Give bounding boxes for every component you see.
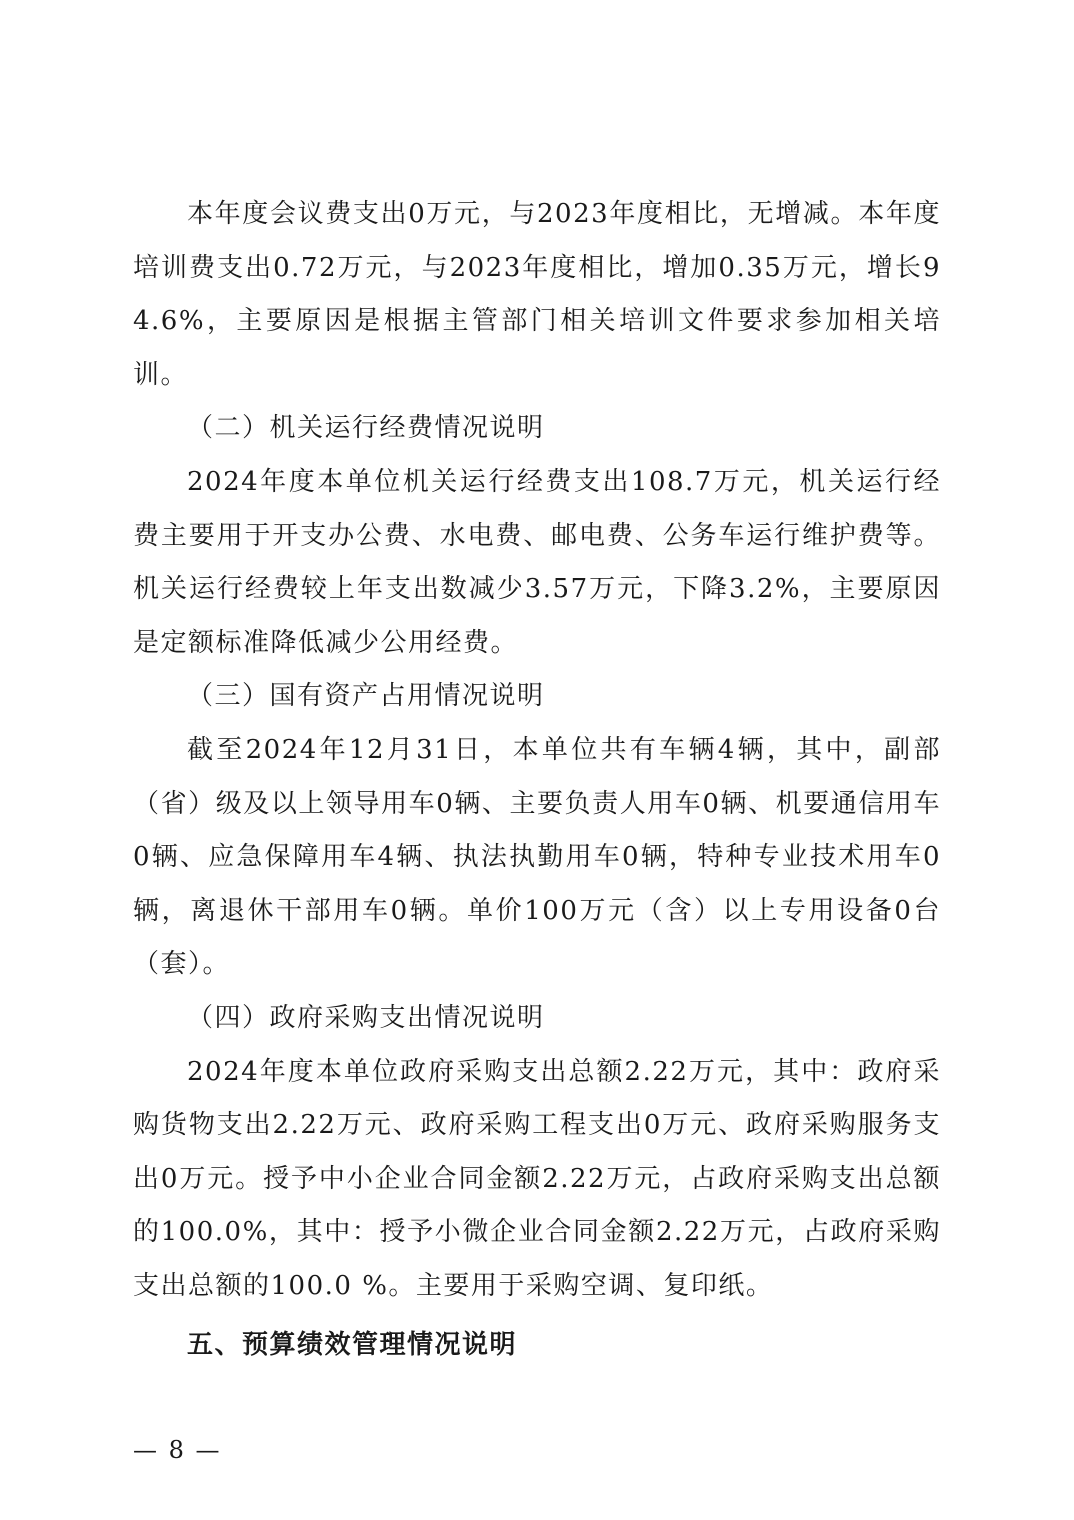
heading-operating-expenses: （二）机关运行经费情况说明	[187, 413, 545, 444]
page-number: — 8 —	[133, 1436, 222, 1464]
paragraph-meeting-training-fees: 本年度会议费支出0万元，与2023年度相比，无增减。本年度培训费支出0.72万元，与2023年度相比，增加0.35万元，增长94.6%，主要原因是根据主管部门相关培训文件要求参加相关培训。	[133, 199, 941, 390]
document-body	[133, 188, 941, 1373]
paragraph-operating-expenses: 2024年度本单位机关运行经费支出108.7万元，机关运行经费主要用于开支办公费、水电费、邮电费、公务车运行维护费等。机关运行经费较上年支出数减少3.57万元，下降3.2%，主要原因是定额标准降低减少公用经费。	[133, 466, 941, 658]
heading-government-procurement: （四）政府采购支出情况说明	[187, 1002, 545, 1033]
heading-state-assets: （三）国有资产占用情况说明	[187, 681, 545, 712]
paragraph-government-procurement: 2024年度本单位政府采购支出总额2.22万元，其中：政府采购货物支出2.22万元、政府采购工程支出0万元、政府采购服务支出0万元。授予中小企业合同金额2.22万元，占政府采购支出总额的100.0%，其中：授予小微企业合同金额2.22万元，占政府采购支出总额的100.0 %。主要用于采购空调、复印纸。	[133, 1056, 941, 1301]
heading-budget-performance: 五、预算绩效管理情况说明	[187, 1330, 518, 1361]
paragraph-state-assets: 截至2024年12月31日，本单位共有车辆4辆，其中，副部（省）级及以上领导用车0辆、主要负责人用车0辆、机要通信用车0辆、应急保障用车4辆、执法执勤用车0辆，特种专业技术用车0辆，离退休干部用车0辆。单价100万元（含）以上专用设备0台（套）。	[133, 734, 941, 980]
